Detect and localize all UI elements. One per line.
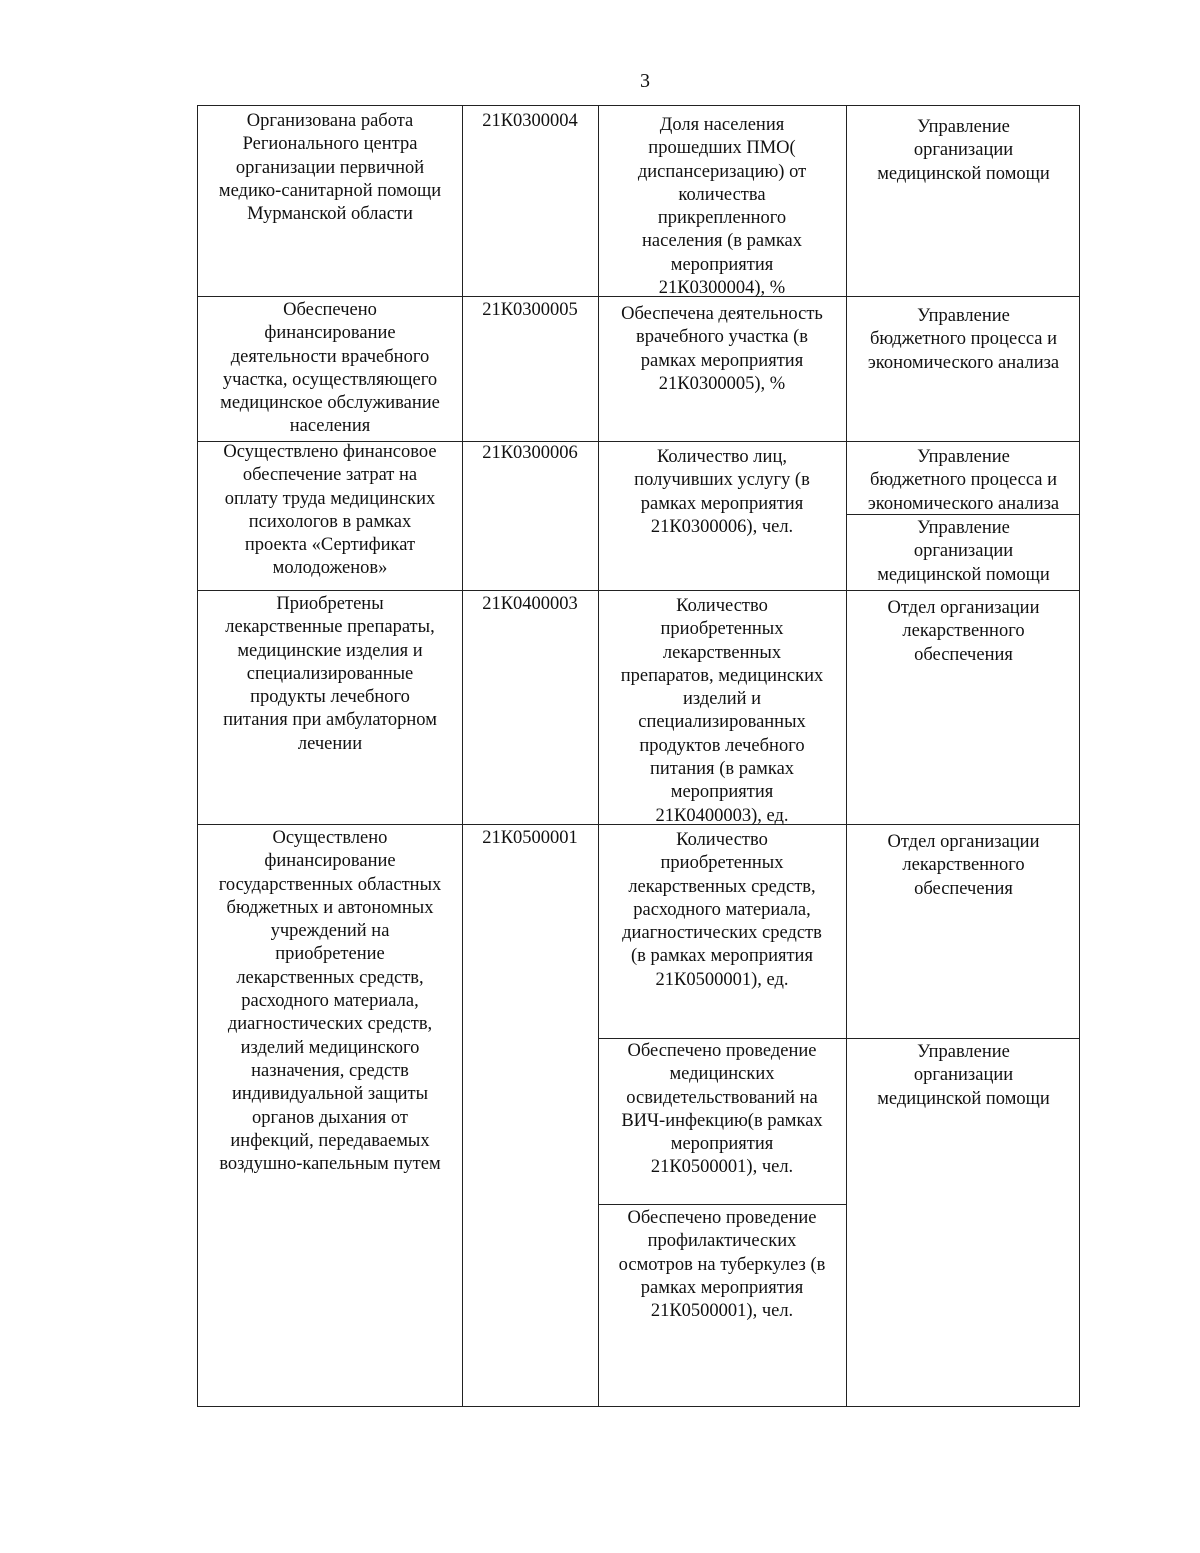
table-cell-responsible: Управление бюджетного процесса и экономического анализа (867, 447, 1060, 514)
table-cell-responsible: Управление организации медицинской помощи (877, 117, 1050, 184)
page-number: 3 (640, 70, 650, 92)
table-cell-result: Приобретены лекарственные препараты, медицинские изделия и специализированные продукты лечебного питания при амбулаторном лечении (223, 594, 437, 754)
table-cell-result: Обеспечено финансирование деятельности врачебного участка, осуществляющего медицинское обслуживание населения (220, 300, 440, 437)
table-cell-responsible: Управление организации медицинской помощи (877, 1042, 1050, 1109)
table-cell-code: 21К0300005 (482, 300, 578, 320)
table-cell-indicator: Обеспечено проведение профилактических осмотров на туберкулез (в рамках мероприятия 21К0500001), чел. (618, 1208, 826, 1322)
cell-divider (598, 1204, 846, 1205)
table-cell-indicator: Количество приобретенных лекарственных средств, расходного материала, диагностических средств (в рамках мероприятия 21К0500001), ед. (622, 830, 822, 990)
table-cell-indicator: Количество приобретенных лекарственных препаратов, медицинских изделий и специализированных продуктов лечебного питания (в рамках мероприятия 21К0400003), ед. (620, 596, 824, 826)
table-cell-responsible: Управление бюджетного процесса и экономического анализа (867, 306, 1060, 373)
measures-table (197, 105, 1080, 1407)
table-cell-code: 21К0500001 (482, 828, 578, 848)
table-cell-result: Осуществлено финансирование государственных областных бюджетных и автономных учреждений на приобретение лекарственных средств, расходного материала, диагностических средств, изделий медицинского назначения, средств индивидуальной защиты органов дыхания от инфекций, передаваемых воздушно-капельным путем (218, 828, 442, 1175)
table-cell-code: 21К0300004 (482, 111, 578, 131)
table-cell-responsible: Отдел организации лекарственного обеспечения (887, 832, 1040, 899)
table-cell-code: 21К0400003 (482, 594, 578, 614)
column-divider (846, 106, 847, 1406)
table-cell-indicator: Количество лиц, получивших услугу (в рамках мероприятия 21К0300006), чел. (634, 447, 810, 537)
row-divider (198, 590, 1079, 591)
table-cell-indicator: Обеспечена деятельность врачебного участка (в рамках мероприятия 21К0300005), % (621, 304, 823, 394)
table-cell-responsible: Управление организации медицинской помощи (877, 518, 1050, 585)
cell-divider (598, 1038, 1079, 1039)
table-cell-code: 21К0300006 (482, 443, 578, 463)
table-cell-indicator: Обеспечено проведение медицинских освидетельствований на ВИЧ-инфекцию(в рамках мероприятия 21К0500001), чел. (621, 1041, 823, 1178)
table-cell-indicator: Доля населения прошедших ПМО( диспансеризацию) от количества прикрепленного населения (в рамках мероприятия 21К0300004), % (637, 115, 807, 299)
table-cell-result: Осуществлено финансовое обеспечение затрат на оплату труда медицинских психологов в рамках проекта «Сертификат молодоженов» (223, 442, 437, 579)
table-cell-result: Организована работа Регионального центра организации первичной медико-санитарной помощи Мурманской области (218, 111, 442, 225)
table-cell-responsible: Отдел организации лекарственного обеспечения (887, 598, 1040, 665)
